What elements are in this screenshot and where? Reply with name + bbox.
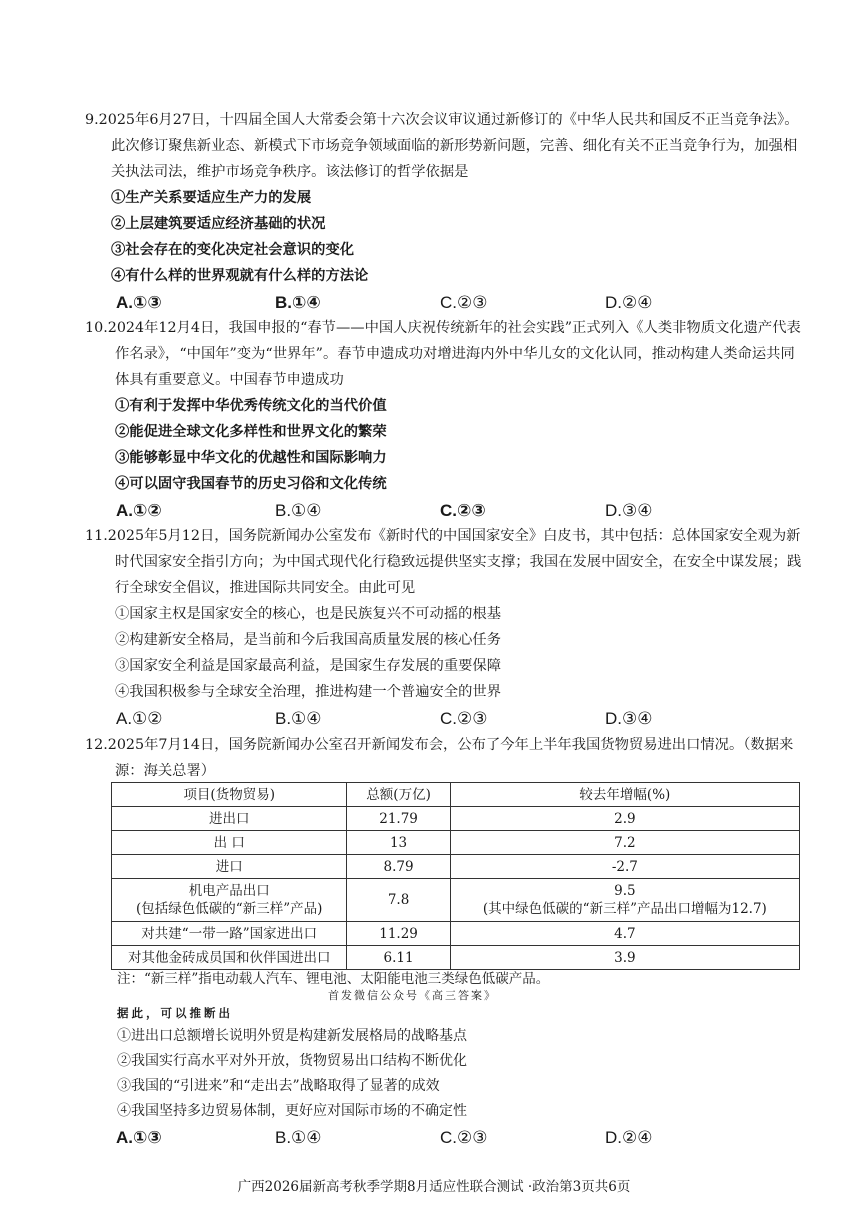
question-11-choice-d: D.③④	[605, 709, 653, 728]
table-cell-growth: -2.7	[450, 855, 799, 879]
table-cell-item: 对共建“一带一路”国家进出口	[112, 922, 347, 946]
question-12-stem: 12.2025年7月14日，国务院新闻办公室召开新闻发布会，公布了今年上半年我国货物贸易进出口情况。（数据来源：海关总署）	[85, 737, 794, 779]
table-row	[112, 879, 800, 922]
question-12-choice-b: B.①④	[275, 1128, 322, 1147]
table-cell-total: 13	[347, 831, 450, 855]
table-cell-growth-line2: (其中绿色低碳的“新三样”产品出口增幅为12.7)	[482, 901, 767, 917]
table-cell-item-line1: 机电产品出口	[188, 883, 270, 899]
question-9-choices	[85, 290, 803, 316]
trade-table	[111, 782, 800, 970]
question-10-option-3: ③能够彰显中华文化的优越性和国际影响力	[115, 450, 387, 466]
question-9-option-2: ②上层建筑要适应经济基础的状况	[111, 216, 326, 232]
question-11-choice-b: B.①④	[275, 709, 322, 728]
watermark-text: 首发微信公众号《高三答案》	[328, 989, 497, 1002]
question-10-choice-b: B.①④	[275, 501, 322, 520]
table-row	[112, 946, 800, 970]
table-cell-total: 11.29	[347, 922, 450, 946]
question-10-choices	[85, 498, 803, 524]
question-10-stem: 10.2024年12月4日，我国申报的“春节——中国人庆祝传统新年的社会实践”正式列入《人类非物质文化遗产代表作名录》，“中国年”变为“世界年”。春节申遗成功对增进海内外中华儿女的文化认同，推动构建人类命运共同体具有重要意义。中国春节申遗成功	[85, 320, 801, 388]
question-10-option-4: ④可以固守我国春节的历史习俗和文化传统	[115, 476, 387, 492]
table-note: 注：“新三样”指电动载人汽车、锂电池、太阳能电池三类绿色低碳产品。	[117, 971, 550, 987]
question-11-option-1: ①国家主权是国家安全的核心，也是民族复兴不可动摇的根基	[115, 606, 502, 622]
table-cell-growth-line1: 9.5	[614, 883, 636, 899]
question-12-choices	[85, 1125, 803, 1151]
table-header-item: 项目(货物贸易)	[112, 783, 347, 807]
table-cell-total: 21.79	[347, 807, 450, 831]
table-row	[112, 855, 800, 879]
question-12-option-2: ②我国实行高水平对外开放，货物贸易出口结构不断优化	[117, 1053, 467, 1069]
table-cell-growth: 4.7	[450, 922, 799, 946]
question-11-choice-a: A.①②	[116, 709, 163, 728]
question-11-option-3: ③国家安全利益是国家最高利益，是国家生存发展的重要保障	[115, 658, 502, 674]
question-10	[85, 315, 803, 524]
question-11-choices	[85, 706, 803, 732]
question-9-choice-c: C.②③	[440, 293, 488, 312]
question-12-option-4: ④我国坚持多边贸易体制，更好应对国际市场的不确定性	[117, 1103, 467, 1119]
question-9-choice-d: D.②④	[605, 293, 653, 312]
question-10-choice-c: C.②③	[440, 501, 486, 520]
table-cell-total: 6.11	[347, 946, 450, 970]
question-12-choice-a: A.①③	[116, 1128, 162, 1147]
question-9-choice-a: A.①③	[116, 293, 162, 312]
table-cell-total: 7.8	[347, 879, 450, 922]
question-10-choice-d: D.③④	[605, 501, 653, 520]
question-11	[85, 523, 803, 732]
table-header-row	[112, 783, 800, 807]
question-12-option-1: ①进出口总额增长说明外贸是构建新发展格局的战略基点	[117, 1028, 467, 1044]
question-11-option-2: ②构建新安全格局，是当前和今后我国高质量发展的核心任务	[115, 632, 502, 648]
table-cell-item-line2: (包括绿色低碳的“新三样”产品)	[136, 901, 323, 917]
question-10-option-1: ①有利于发挥中华优秀传统文化的当代价值	[115, 398, 387, 414]
page-footer: 广西2026届新高考秋季学期8月适应性联合测试 ·政治第3页共6页	[237, 1179, 631, 1195]
table-cell-growth: 7.2	[450, 831, 799, 855]
question-12-lead: 据此，可以推断出	[117, 1006, 233, 1020]
question-12	[85, 732, 803, 784]
table-cell-item: 进出口	[112, 807, 347, 831]
question-9-stem: 9.2025年6月27日，十四届全国人大常委会第十六次会议审议通过新修订的《中华人民共和国反不正当竞争法》。此次修订聚焦新业态、新模式下市场竞争领域面临的新形势新问题，完善、细化有关不正当竞争行为，加强相关执法司法，维护市场竞争秩序。该法修订的哲学依据是	[85, 112, 799, 180]
question-9-option-1: ①生产关系要适应生产力的发展	[111, 190, 312, 206]
table-cell-growth: 2.9	[450, 807, 799, 831]
table-header-total: 总额(万亿)	[347, 783, 450, 807]
question-11-choice-c: C.②③	[440, 709, 488, 728]
table-cell-total: 8.79	[347, 855, 450, 879]
table-header-growth: 较去年增幅(%)	[450, 783, 799, 807]
question-10-option-2: ②能促进全球文化多样性和世界文化的繁荣	[115, 424, 387, 440]
question-9-choice-b: B.①④	[275, 293, 321, 312]
question-12-options	[85, 1002, 803, 1151]
question-10-choice-a: A.①②	[116, 501, 162, 520]
table-cell-item: 对其他金砖成员国和伙伴国进出口	[112, 946, 347, 970]
question-9-option-4: ④有什么样的世界观就有什么样的方法论	[111, 268, 369, 284]
table-cell-item: 出 口	[112, 831, 347, 855]
table-cell-item: 进口	[112, 855, 347, 879]
table-row	[112, 807, 800, 831]
question-9	[85, 107, 803, 316]
table-row	[112, 831, 800, 855]
question-11-stem: 11.2025年5月12日，国务院新闻办公室发布《新时代的中国国家安全》白皮书，其中包括：总体国家安全观为新时代国家安全指引方向；为中国式现代化行稳致远提供坚实支撑；我国在发展中固安全，在安全中谋发展；践行全球安全倡议，推进国际共同安全。由此可见	[85, 528, 802, 596]
table-cell-growth	[450, 879, 799, 922]
question-11-option-4: ④我国积极参与全球安全治理，推进构建一个普遍安全的世界	[115, 684, 502, 700]
question-12-option-3: ③我国的“引进来”和“走出去”战略取得了显著的成效	[117, 1078, 440, 1094]
question-9-option-3: ③社会存在的变化决定社会意识的变化	[111, 242, 355, 258]
table-cell-growth: 3.9	[450, 946, 799, 970]
question-12-choice-c: C.②③	[440, 1128, 488, 1147]
table-cell-item	[112, 879, 347, 922]
table-row	[112, 922, 800, 946]
question-12-choice-d: D.②④	[605, 1128, 653, 1147]
